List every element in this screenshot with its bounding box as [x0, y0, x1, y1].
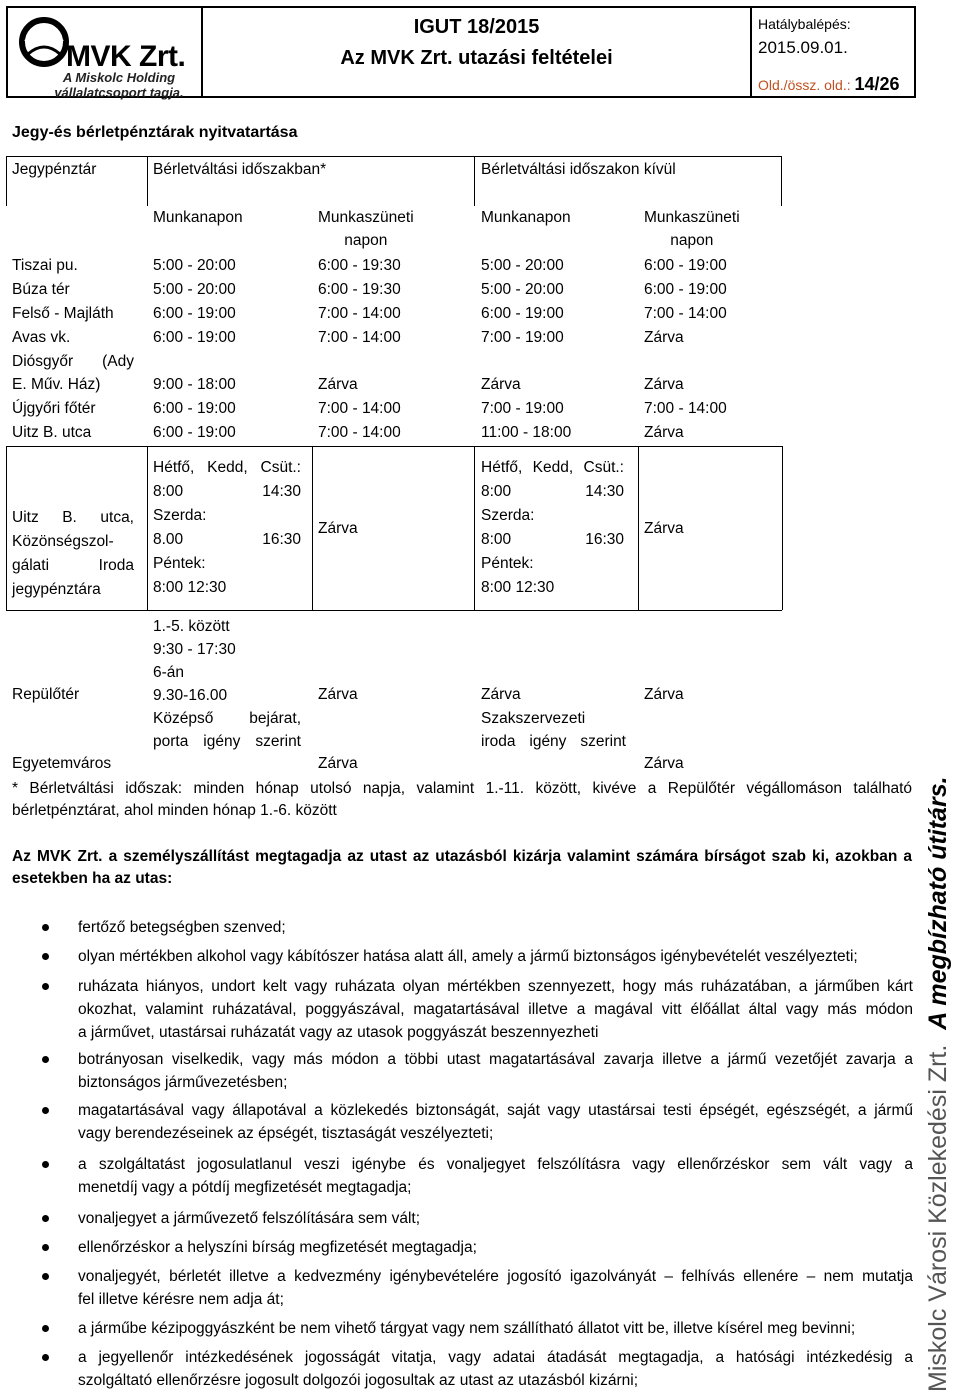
- row-name: Újgyőri főtér: [12, 400, 96, 417]
- list-item-line: a szolgáltatást jogosulatlanul veszi igénybe és vonaljegyet felszólításra vagy ellenőrzéskor sem vált vagy a: [78, 1156, 913, 1173]
- cell: 11:00 - 18:00: [481, 424, 572, 441]
- row-name: Avas vk.: [12, 329, 71, 346]
- bullet-icon: [42, 1325, 49, 1332]
- subheader-holiday-2: napon: [670, 232, 714, 249]
- divider: [6, 446, 7, 610]
- footnote-line: * Bérletváltási időszak: minden hónap utolsó napja, valamint 1.-11. között, kivéve a Repülőtér végállomáson található: [12, 780, 912, 797]
- mvk-logo-icon: [18, 14, 70, 70]
- cell: Zárva: [481, 686, 521, 703]
- uitz-name-line: jegypénztára: [12, 581, 101, 598]
- list-item: [78, 975, 913, 1044]
- list-item-line: a járművet, utastársai ruházatát vagy az utasok poggyászát beszennyezheti: [78, 1024, 599, 1041]
- list-item: [78, 916, 913, 939]
- row-name: Tiszai pu.: [12, 257, 78, 274]
- cell: Zárva: [318, 755, 358, 772]
- list-item: [78, 1099, 913, 1145]
- divider: [147, 156, 148, 206]
- cell: 7:00 - 14:00: [644, 400, 727, 417]
- cell: 6:00 - 19:00: [153, 305, 236, 322]
- document-header: [6, 6, 916, 98]
- cell: Zárva: [318, 686, 358, 703]
- bullet-icon: [42, 924, 49, 931]
- bullet-icon: [42, 1107, 49, 1114]
- bullet-icon: [42, 953, 49, 960]
- side-text-bold: A megbízható útitárs.: [924, 776, 952, 1030]
- cell: 6:00 - 19:30: [318, 257, 401, 274]
- list-item: [78, 1265, 913, 1311]
- cell: 7:00 - 14:00: [318, 329, 401, 346]
- bullet-icon: [42, 1161, 49, 1168]
- intro-line: Az MVK Zrt. a személyszállítást megtagadja az utast az utazásból kizárja valamint számára bírságot szab ki, azokban a: [12, 848, 912, 865]
- cell: 9:00 - 18:00: [153, 376, 236, 393]
- uitz-hours-during: [153, 456, 301, 600]
- hours-line: Szerda:: [481, 507, 535, 524]
- bullet-icon: [42, 1273, 49, 1280]
- side-branding: [918, 636, 958, 1396]
- list-item: [78, 945, 913, 968]
- cell: 6:00 - 19:00: [644, 281, 727, 298]
- effective-label: Hatálybalépés:: [758, 16, 851, 32]
- cell: 6:00 - 19:00: [481, 305, 564, 322]
- logo-sub-line2: vállalatcsoport tagja.: [54, 85, 184, 100]
- logo-subtitle: [44, 70, 194, 100]
- list-item-line: menetdíj vagy a pótdíj megfizetését megtagadja;: [78, 1179, 412, 1196]
- cell: 6:00 - 19:00: [153, 424, 236, 441]
- bullet-icon: [42, 1244, 49, 1251]
- subheader-workday: Munkanapon: [481, 209, 571, 226]
- list-item-line: fertőző betegségben szenved;: [78, 919, 286, 936]
- list-item-line: botrányosan viselkedik, vagy más módon a többi utast magatartásával zavarja illetve a jármű vezetőjét zavarja a: [78, 1051, 913, 1068]
- list-item-line: a jegyellenőr intézkedésének jogosságát vitatja, vagy adatai átadását megtagadja, a hatósági intézkedésig a: [78, 1349, 913, 1366]
- divider: [782, 446, 783, 610]
- cell: Zárva: [644, 329, 684, 346]
- divider: [312, 446, 313, 610]
- hours-line: 8:00 12:30: [153, 579, 227, 596]
- divider: [638, 446, 639, 610]
- cell: Zárva: [644, 424, 684, 441]
- hours-line: 1.-5. között: [153, 618, 230, 635]
- list-item-line: fel illetve kérésre nem adja át;: [78, 1291, 284, 1308]
- list-item-line: olyan mértékben alkohol vagy kábítószer hatása alatt áll, amely a jármű biztonságos igénybevételét veszélyezteti;: [78, 948, 858, 965]
- divider: [147, 446, 148, 610]
- uni-line: porta igény szerint: [153, 733, 301, 750]
- cell: Zárva: [481, 376, 521, 393]
- section-title: Jegy-és bérletpénztárak nyitvatartása: [12, 124, 298, 141]
- list-item-line: magatartásával vagy állapotával a közlekedés biztonságát, saját vagy utastársai testi épségét, egészségét, a jármű: [78, 1102, 913, 1119]
- cell: 6:00 - 19:00: [644, 257, 727, 274]
- hours-line: 9:30 - 17:30: [153, 641, 236, 658]
- hours-line: Hétfő, Kedd, Csüt.:: [481, 459, 624, 476]
- page-indicator: [758, 74, 900, 95]
- footnote: [12, 778, 912, 822]
- list-item-line: szolgáltató ellenőrzésre jogosult dolgozói jogosultak az utast az utazásból kizárni;: [78, 1372, 639, 1389]
- col-header-outside: Bérletváltási időszakon kívül: [481, 161, 676, 178]
- cell: 5:00 - 20:00: [481, 281, 564, 298]
- subheader-holiday-1: Munkaszüneti: [644, 209, 740, 226]
- divider: [6, 446, 782, 447]
- cell: 6:00 - 19:30: [318, 281, 401, 298]
- list-item-line: vagy berendezéseinek az épségét, tisztaságát veszélyezteti;: [78, 1125, 494, 1142]
- bullet-icon: [42, 1215, 49, 1222]
- list-item-line: ruházata hiányos, undort kelt vagy ruházata olyan mértékben szennyezett, hogy más ruházatában, a járműben kárt: [78, 978, 913, 995]
- row-name: Felső - Majláth: [12, 305, 114, 322]
- hours-line: 8:00 14:30: [153, 483, 301, 500]
- cell: Zárva: [318, 376, 358, 393]
- document-title: Az MVK Zrt. utazási feltételei: [340, 47, 613, 69]
- hours-line: Hétfő, Kedd, Csüt.:: [153, 459, 301, 476]
- title-cell: [203, 8, 752, 96]
- hours-line: 8.00 16:30: [153, 531, 301, 548]
- subheader-holiday: [318, 206, 414, 252]
- hours-line: 9.30-16.00: [153, 687, 228, 704]
- list-item-line: biztonságos járművezetésben;: [78, 1074, 288, 1091]
- row-name: Egyetemváros: [12, 755, 112, 772]
- list-item: [78, 1346, 913, 1392]
- list-item: [78, 1153, 913, 1199]
- cell: 7:00 - 19:00: [481, 329, 564, 346]
- uitz-hours-outside: [481, 456, 624, 600]
- airport-hours: [153, 615, 236, 707]
- page-value: 14/26: [854, 74, 900, 94]
- document-id: IGUT 18/2015: [413, 16, 540, 38]
- divider: [474, 156, 475, 206]
- bullet-icon: [42, 983, 49, 990]
- subheader-workday: Munkanapon: [153, 209, 243, 226]
- cell: 7:00 - 14:00: [318, 400, 401, 417]
- cell: 6:00 - 19:00: [153, 400, 236, 417]
- uni-during: [153, 707, 301, 753]
- cell: Zárva: [318, 520, 358, 537]
- footnote-line: bérletpénztárat, ahol minden hónap 1.-6. között: [12, 802, 337, 819]
- logo-cell: [8, 8, 203, 100]
- uni-line: iroda igény szerint: [481, 733, 626, 750]
- row-name: E. Műv. Ház): [12, 376, 101, 393]
- col-header-during: Bérletváltási időszakban*: [153, 161, 327, 178]
- list-item: [78, 1236, 913, 1259]
- logo-text: MVK Zrt.: [66, 40, 186, 73]
- effective-date: 2015.09.01.: [758, 38, 848, 57]
- side-text-light: Miskolc Városi Közlekedési Zrt.: [924, 1044, 952, 1392]
- list-item: [78, 1048, 913, 1094]
- bullet-icon: [42, 1354, 49, 1361]
- subheader-holiday-1: Munkaszüneti: [318, 209, 414, 226]
- cell: Zárva: [644, 376, 684, 393]
- cell: Zárva: [644, 520, 684, 537]
- divider: [474, 446, 475, 610]
- side-text: [924, 776, 952, 1392]
- list-item: [78, 1207, 913, 1230]
- row-name: Diósgyőr (Ady: [12, 353, 134, 370]
- cell: 7:00 - 19:00: [481, 400, 564, 417]
- page-label: Old./össz. old.:: [758, 77, 851, 93]
- list-item-line: ellenőrzéskor a helyszíni bírság megfizetését megtagadja;: [78, 1239, 477, 1256]
- cell: 7:00 - 14:00: [644, 305, 727, 322]
- uitz-name-line: gálati Iroda: [12, 557, 134, 574]
- cell: 7:00 - 14:00: [318, 305, 401, 322]
- bullet-icon: [42, 1056, 49, 1063]
- uitz-name-line: Közönségszol-: [12, 533, 114, 550]
- subheader-holiday: [644, 206, 740, 252]
- meta-cell: [752, 8, 914, 96]
- subheader-holiday-2: napon: [344, 232, 388, 249]
- cell: Zárva: [644, 755, 684, 772]
- hours-line: 8:00 14:30: [481, 483, 624, 500]
- list-item-line: vonaljegyét, bérletét illetve a kedvezmény igénybevételére jogosító igazolványát – felhívás ellenére – nem mutatja: [78, 1268, 913, 1285]
- list-item: [78, 1317, 913, 1340]
- hours-line: Szerda:: [153, 507, 207, 524]
- cell: 7:00 - 14:00: [318, 424, 401, 441]
- intro-paragraph: [12, 846, 912, 890]
- uni-line: Szakszervezeti: [481, 710, 586, 727]
- hours-line: 8:00 12:30: [481, 579, 555, 596]
- hours-line: Péntek:: [481, 555, 534, 572]
- cell: Zárva: [644, 686, 684, 703]
- uni-line: Középső bejárat,: [153, 710, 301, 727]
- uitz-name-line: Uitz B. utca,: [12, 509, 134, 526]
- row-name: Repülőtér: [12, 686, 80, 703]
- cell: 5:00 - 20:00: [153, 281, 236, 298]
- row-name: Búza tér: [12, 281, 70, 298]
- logo-sub-line1: A Miskolc Holding: [62, 70, 176, 85]
- uni-outside: [481, 707, 626, 753]
- intro-line: esetekben ha az utas:: [12, 870, 173, 887]
- list-item-line: a járműbe kézipoggyászként be nem vihető tárgyat vagy nem szállítható állatot vitt be, illetve kísérel meg bevinni;: [78, 1320, 856, 1337]
- hours-line: Péntek:: [153, 555, 206, 572]
- cell: 5:00 - 20:00: [481, 257, 564, 274]
- divider: [6, 610, 782, 611]
- cell: 5:00 - 20:00: [153, 257, 236, 274]
- uitz-office-name: [12, 506, 134, 602]
- hours-line: 8:00 16:30: [481, 531, 624, 548]
- col-header-office: Jegypénztár: [12, 161, 97, 178]
- row-name: Uitz B. utca: [12, 424, 92, 441]
- hours-line: 6-án: [153, 664, 185, 681]
- cell: 6:00 - 19:00: [153, 329, 236, 346]
- list-item-line: okozhat, valamint ruházatával, poggyászával, magatartásával illetve a magával vitt élőállat által vagy más módon: [78, 1001, 913, 1018]
- list-item-line: vonaljegyet a járművezető felszólítására sem vált;: [78, 1210, 421, 1227]
